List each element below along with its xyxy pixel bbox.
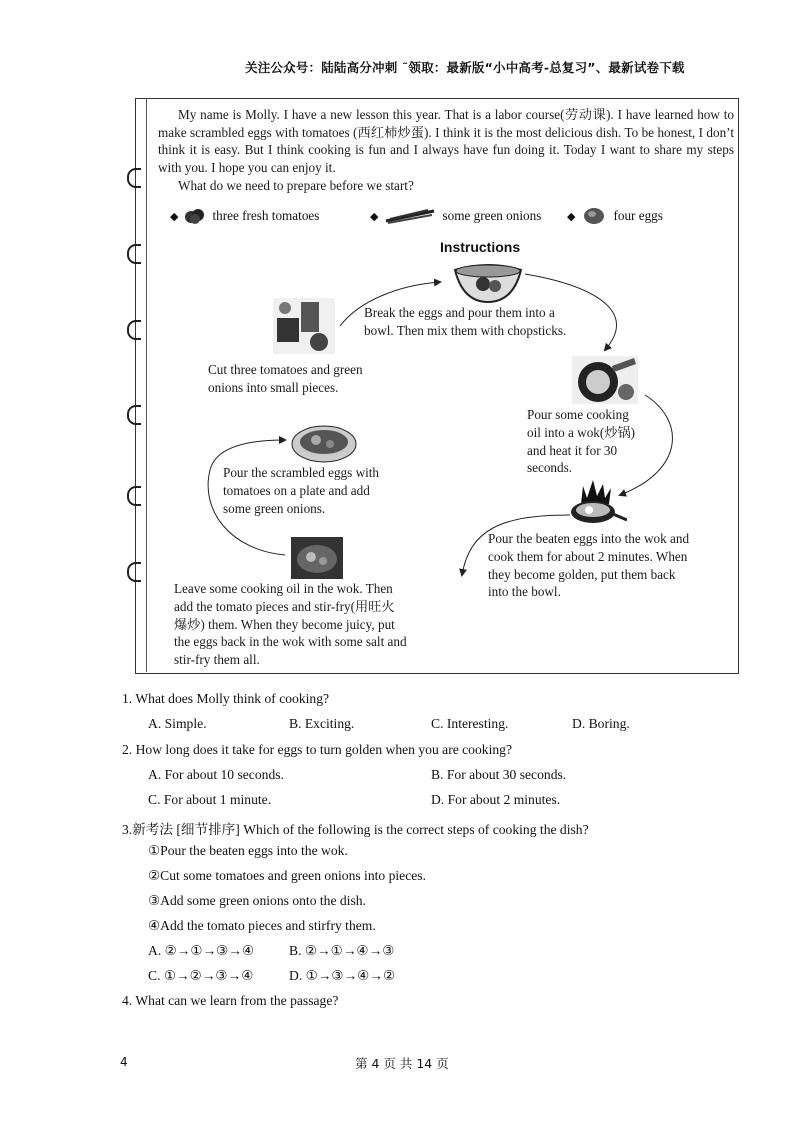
- q1-option-a[interactable]: A. Simple.: [148, 716, 207, 731]
- diamond-bullet-icon: ◆: [370, 210, 379, 223]
- question-2: 2. How long does it take for eggs to turn golden when you are cooking?: [122, 742, 512, 757]
- page-indicator: 第 4 页 共 14 页: [355, 1056, 449, 1071]
- q2-option-b[interactable]: B. For about 30 seconds.: [431, 767, 567, 782]
- q1-option-c[interactable]: C. Interesting.: [431, 716, 509, 731]
- stir-fry-photo: [291, 537, 343, 579]
- ingredient-tomatoes: ◆ three fresh tomatoes: [170, 208, 320, 223]
- q3-step-4: ④Add the tomato pieces and stirfry them.: [148, 918, 376, 933]
- q2-option-c[interactable]: C. For about 1 minute.: [148, 792, 272, 807]
- q3-option-a[interactable]: A. ②→①→③→④: [148, 943, 255, 958]
- plate-dish-photo: [290, 418, 358, 464]
- cutting-photo: [273, 298, 335, 354]
- prepare-question: What do we need to prepare before we start?: [178, 178, 414, 193]
- step-stir-fry: Leave some cooking oil in the wok. Then add the tomato pieces and stir-fry(用旺火 爆炒) them. When they become juicy, put the eggs back in the wok with some salt and stir-fry them all.: [174, 581, 407, 668]
- mixing-bowl-photo: [453, 262, 523, 304]
- step-cook-eggs: Pour the beaten eggs into the wok and cook them for about 2 minutes. When they become golden, put them back into the bowl.: [488, 531, 690, 600]
- q3-step-1: ①Pour the beaten eggs into the wok.: [148, 843, 348, 858]
- q1-option-d[interactable]: D. Boring.: [572, 716, 630, 731]
- instructions-title: Instructions: [440, 239, 521, 255]
- question-4: 4. What can we learn from the passage?: [122, 993, 339, 1008]
- step-heat-oil: Pour some cooking oil into a wok(炒锅) and heat it for 30 seconds.: [527, 407, 636, 476]
- q1-option-b[interactable]: B. Exciting.: [289, 716, 355, 731]
- q3-option-c[interactable]: C. ①→②→③→④: [148, 968, 254, 983]
- q3-step-3: ③Add some green onions onto the dish.: [148, 893, 366, 908]
- intro-paragraph: My name is Molly. I have a new lesson this year. That is a labor course(劳动课). I have learned how to make scrambled eggs with tomatoes (西红柿炒蛋). I think it is the most delicious dish. To be honest, I don’t think it is easy. But I think cooking is fun and I always have fun doing it. Today I want to share my steps with you. I hope you can enjoy it.: [158, 107, 734, 175]
- diamond-bullet-icon: ◆: [567, 210, 576, 223]
- page-header: 关注公众号：陆陆高分冲刺 ˜领取：最新版“小中高考-总复习”、最新试卷下载: [245, 60, 685, 75]
- q2-option-a[interactable]: A. For about 10 seconds.: [148, 767, 284, 782]
- ingredient-onions: ◆ some green onions: [370, 208, 542, 223]
- step-cut: Cut three tomatoes and green onions into small pieces.: [208, 362, 363, 395]
- q3-step-2: ②Cut some tomatoes and green onions into pieces.: [148, 868, 426, 883]
- q2-option-d[interactable]: D. For about 2 minutes.: [431, 792, 561, 807]
- question-1: 1. What does Molly think of cooking?: [122, 691, 330, 706]
- step-break-eggs: Break the eggs and pour them into a bowl. Then mix them with chopsticks.: [364, 305, 567, 338]
- frying-pan-fire-photo: [565, 478, 627, 528]
- question-3: 3.新考法 [细节排序] Which of the following is the correct steps of cooking the dish?: [122, 822, 589, 837]
- page-number: 4: [120, 1055, 128, 1069]
- q3-option-b[interactable]: B. ②→①→④→③: [289, 943, 395, 958]
- wok-oil-photo: [572, 356, 638, 404]
- q3-option-d[interactable]: D. ①→③→④→②: [289, 968, 396, 983]
- diamond-bullet-icon: ◆: [170, 210, 179, 223]
- step-plate: Pour the scrambled eggs with tomatoes on a plate and add some green onions.: [223, 465, 380, 516]
- ingredient-eggs: ◆ four eggs: [567, 208, 663, 223]
